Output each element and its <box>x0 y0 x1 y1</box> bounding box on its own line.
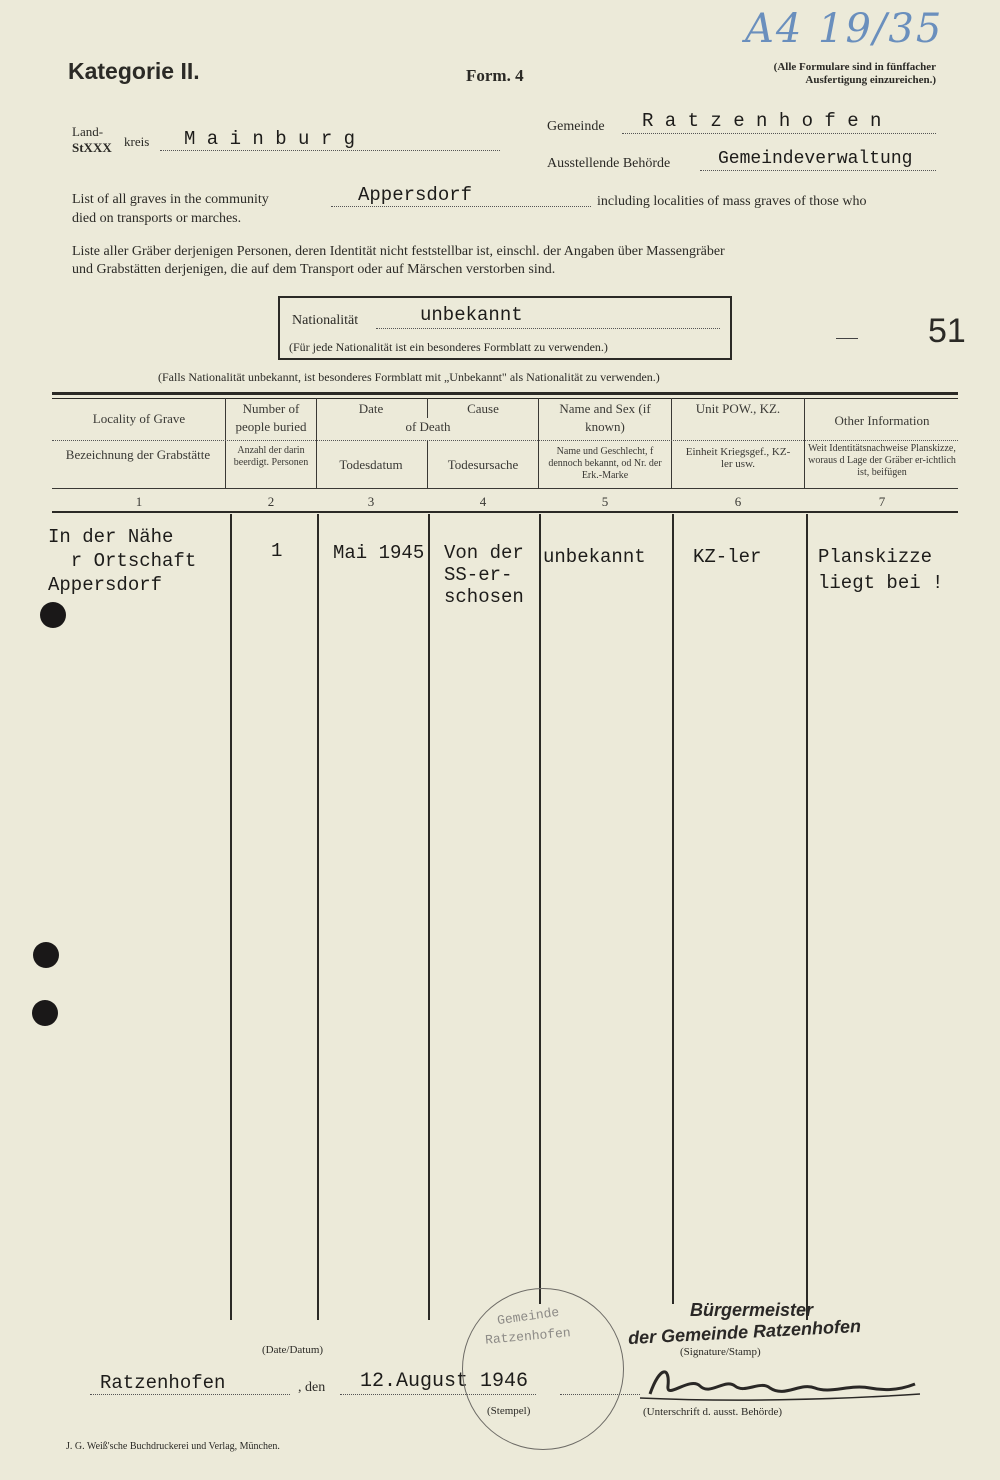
stamp-line-2: Ratzenhofen <box>484 1325 572 1348</box>
column-divider <box>317 514 319 1320</box>
col-6-header-de: Einheit Kriegsgef., KZ-ler usw. <box>685 446 791 470</box>
col-4-header-de: Todesursache <box>447 457 519 472</box>
place-value: Ratzenhofen <box>100 1372 226 1394</box>
buergermeister-gemeinde: der Gemeinde Ratzenhofen <box>627 1315 862 1349</box>
locality-line-1: In der Nähe <box>48 526 174 548</box>
kreis-suffix: kreis <box>124 134 150 149</box>
behoerde-line <box>700 170 936 171</box>
stempel-label: (Stempel) <box>487 1405 531 1417</box>
col-6-header-en: Unit POW., KZ. <box>695 401 781 416</box>
intro-en-suffix: including localities of mass graves of those who <box>597 194 867 209</box>
landkreis-value: M a i n b u r g <box>184 128 356 150</box>
table-top-rule-thin <box>52 398 958 399</box>
date-label: (Date/Datum) <box>262 1344 324 1356</box>
col-3-header-en: Date <box>358 401 384 416</box>
of-death-label: of Death <box>405 419 451 434</box>
community-line <box>331 206 591 207</box>
unit: KZ-ler <box>693 546 762 568</box>
column-divider <box>672 514 674 1304</box>
other-info-line-2: liegt bei ! <box>818 572 944 594</box>
intro-de-line-1: Liste aller Gräber derjenigen Personen, deren Identität nicht feststellbar ist, einschl. der Angaben über Massengräber <box>72 244 725 259</box>
intro-en-prefix: List of all graves in the community <box>72 192 269 207</box>
col-7-number: 7 <box>878 494 886 509</box>
col-2-header-en: Number of people buried <box>235 401 307 434</box>
column-divider <box>539 514 541 1304</box>
kategorie-title: Kategorie II. <box>68 58 200 84</box>
locality-line-3: Appersdorf <box>48 574 163 596</box>
nationality-note: (Für jede Nationalität ist ein besonderes Formblatt zu verwenden.) <box>289 340 608 354</box>
punch-hole <box>32 1000 58 1026</box>
instruction-line-2: Ausfertigung einzureichen.) <box>805 74 936 86</box>
nationality-line <box>376 328 720 329</box>
nationality-box <box>278 296 732 360</box>
unterschrift-label: (Unterschrift d. ausst. Behörde) <box>643 1406 782 1418</box>
col-5-header-de: Name und Geschlecht, f dennoch bekannt, od Nr. der Erk.-Marke <box>548 446 662 481</box>
col-5-number: 5 <box>601 494 609 509</box>
behoerde-value: Gemeindeverwaltung <box>718 149 913 169</box>
intro-en-line-2: died on transports or marches. <box>72 211 242 226</box>
signature-line <box>560 1394 640 1395</box>
col-3-header-de: Todesdatum <box>339 457 403 472</box>
header-divider <box>316 398 317 488</box>
punch-hole <box>40 602 66 628</box>
header-divider <box>427 440 428 488</box>
intro-de-line-2: und Grabstätten derjenigen, die auf dem Transport oder auf Märschen verstorben sind. <box>72 262 556 277</box>
col-4-number: 4 <box>479 494 487 509</box>
date-of-death: Mai 1945 <box>333 542 425 564</box>
col-7-header-de: Weit Identitätsnachweise Planskizze, woraus d Lage der Gräber er-ichtlich ist, beifügen <box>808 443 956 478</box>
instruction-note <box>680 61 936 87</box>
landkreis-label <box>72 124 112 156</box>
page-number-dash <box>836 338 858 339</box>
archive-mark: A4 19/35 <box>745 6 944 52</box>
handwritten-signature <box>630 1356 930 1406</box>
place-line <box>90 1394 290 1395</box>
landkreis-prefix-top: Land- <box>72 124 104 139</box>
other-info-line-1: Planskizze <box>818 546 933 568</box>
column-divider <box>806 514 808 1320</box>
col-6-number: 6 <box>734 494 742 509</box>
col-4-header-en: Cause <box>467 401 499 416</box>
locality-line-2: r Ortschaft <box>48 550 197 572</box>
form-number: Form. 4 <box>466 66 524 85</box>
stamp-line-1: Gemeinde <box>496 1304 561 1329</box>
gemeinde-label: Gemeinde <box>547 119 605 134</box>
header-divider <box>804 398 805 488</box>
behoerde-label: Ausstellende Behörde <box>547 156 671 171</box>
header-separator <box>52 488 958 489</box>
col-7-header-en: Other Information <box>834 413 930 428</box>
name-sex: unbekannt <box>543 546 646 568</box>
header-divider <box>671 398 672 488</box>
official-stamp <box>462 1288 624 1450</box>
column-divider <box>428 514 430 1320</box>
landkreis-prefix-bottom: StXXX <box>72 140 112 155</box>
signature-stamp-label: (Signature/Stamp) <box>680 1346 761 1358</box>
instruction-line-1: (Alle Formulare sind in fünffacher <box>773 61 936 73</box>
community-value: Appersdorf <box>358 184 473 206</box>
header-bottom-rule <box>52 511 958 513</box>
gemeinde-line <box>622 133 936 134</box>
header-divider <box>538 398 539 488</box>
col-2-number: 2 <box>267 494 275 509</box>
nationality-value: unbekannt <box>420 304 523 326</box>
number-buried: 1 <box>271 540 283 562</box>
buergermeister-title: Bürgermeister <box>690 1300 814 1320</box>
col-1-header-de: Bezeichnung der Grabstätte <box>65 447 211 462</box>
col-1-header-en: Locality of Grave <box>92 411 186 426</box>
col-2-header-de: Anzahl der darin beerdigt. Personen <box>233 445 309 468</box>
col-1-number: 1 <box>135 494 143 509</box>
col-5-header-en: Name and Sex (if known) <box>559 401 651 434</box>
cause-line-2: SS-er- <box>444 564 513 586</box>
den-label: , den <box>298 1380 326 1395</box>
column-divider <box>230 514 232 1320</box>
gemeinde-value: R a t z e n h o f e n <box>642 110 882 132</box>
col-3-number: 3 <box>367 494 375 509</box>
date-value: 12.August 1946 <box>360 1370 529 1393</box>
page-number: 51 <box>928 312 966 350</box>
header-divider <box>427 398 428 418</box>
printer-credit: J. G. Weiß'sche Buchdruckerei und Verlag, München. <box>66 1441 280 1452</box>
punch-hole <box>33 942 59 968</box>
cause-line-1: Von der <box>444 542 524 564</box>
nationality-label: Nationalität <box>292 313 359 328</box>
landkreis-line <box>160 150 500 151</box>
cause-line-3: schosen <box>444 586 524 608</box>
unknown-nationality-note: (Falls Nationalität unbekannt, ist besonderes Formblatt mit „Unbekannt" als Nationalität zu verwenden.) <box>158 370 660 384</box>
header-separator <box>52 440 958 441</box>
table-top-rule <box>52 392 958 395</box>
